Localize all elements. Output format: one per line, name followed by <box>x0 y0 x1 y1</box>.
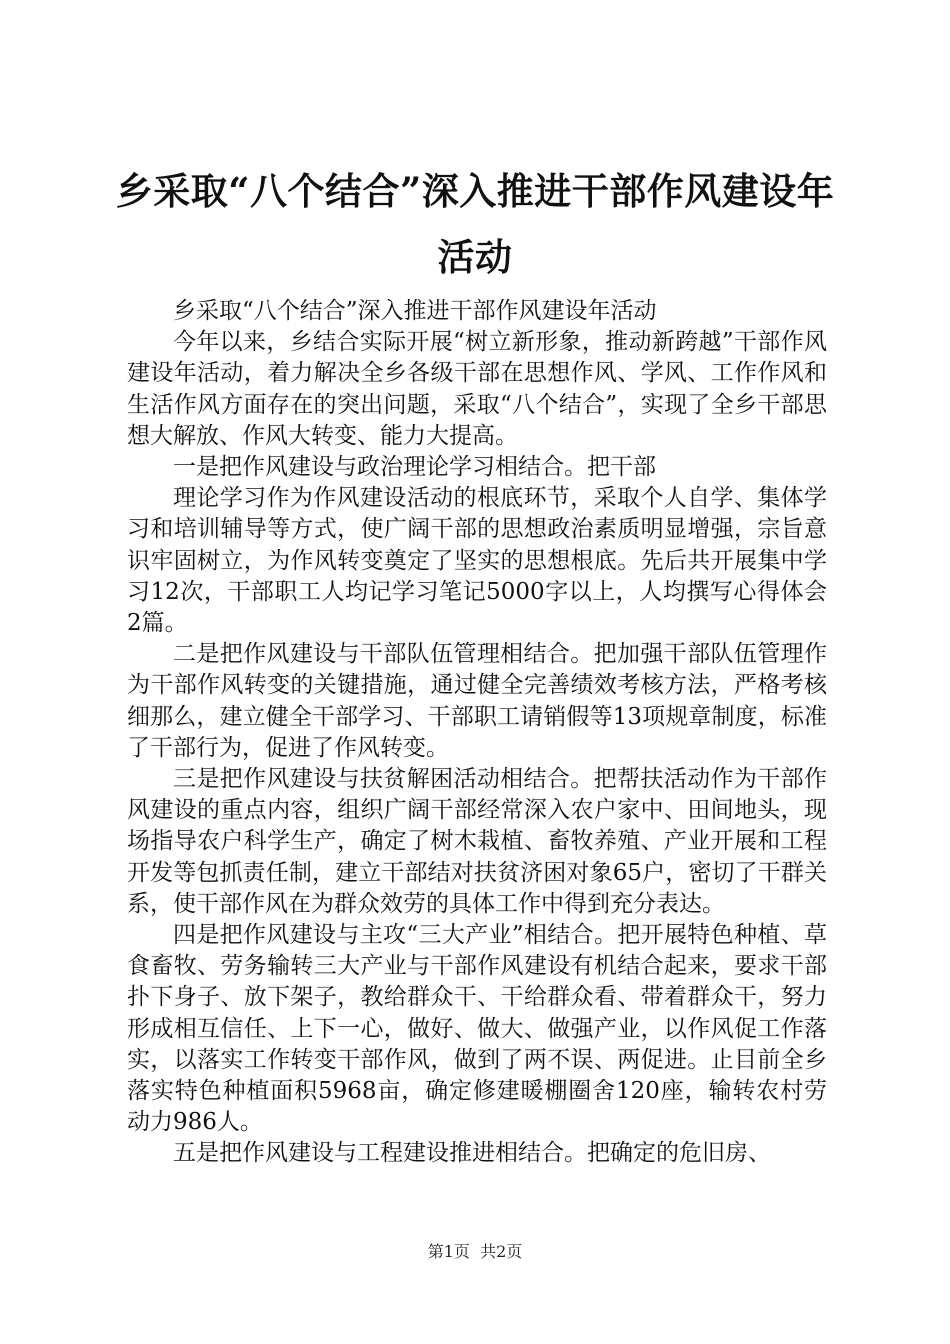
page-footer <box>0 1242 950 1262</box>
paragraph-subtitle: 乡采取“八个结合”深入推进干部作风建设年活动 <box>173 298 657 324</box>
page-number: 第1页 <box>427 1242 470 1261</box>
document-body <box>127 296 827 1170</box>
paragraph-point-1-heading: 一是把作风建设与政治理论学习相结合。把干部 <box>173 454 656 481</box>
paragraph-point-3: 三是把作风建设与扶贫解困活动相结合。把帮扶活动作为干部作风建设的重点内容，组织广阔干部经常深入农户家中、田间地头，现场指导农户科学生产，确定了树木栽植、畜牧养殖、产业开展和工程开发等包抓责任制，建立干部结对扶贫济困对象65户，密切了干群关系，使干部作风在为群众效劳的具体工作中得到充分表达。 <box>127 766 827 917</box>
page-total: 共2页 <box>480 1242 523 1261</box>
paragraph-point-1-body: 理论学习作为作风建设活动的根底环节，采取个人自学、集体学习和培训辅导等方式，使广阔干部的思想政治素质明显增强，宗旨意识牢固树立，为作风转变奠定了坚实的思想根底。先后共开展集中学习12次，干部职工人均记学习笔记5000字以上，人均撰写心得体会2篇。 <box>127 485 827 637</box>
paragraph-point-5: 五是把作风建设与工程建设推进相结合。把确定的危旧房、 <box>173 1140 771 1167</box>
paragraph-point-4: 四是把作风建设与主攻“三大产业”相结合。把开展特色种植、草食畜牧、劳务输转三大产业与干部作风建设有机结合起来，要求干部扑下身子、放下架子，教给群众干、干给群众看、带着群众干，努力形成相互信任、上下一心，做好、做大、做强产业，以作风促工作落实，以落实工作转变干部作风，做到了两不误、两促进。止目前全乡落实特色种植面积5968亩，确定修建暖棚圈舍120座，输转农村劳动力986人。 <box>127 922 827 1136</box>
document-title: 乡采取“八个结合”深入推进干部作风建设年活动 <box>115 169 835 279</box>
paragraph-intro: 今年以来，乡结合实际开展“树立新形象，推动新跨越”干部作风建设年活动，着力解决全乡各级干部在思想作风、学风、工作作风和生活作风方面存在的突出问题，采取“八个结合”，实现了全乡干部思想大解放、作风大转变、能力大提高。 <box>127 329 827 449</box>
paragraph-point-2: 二是把作风建设与干部队伍管理相结合。把加强干部队伍管理作为干部作风转变的关键措施，通过健全完善绩效考核方法，严格考核细那么，建立健全干部学习、干部职工请销假等13项规章制度，标准了干部行为，促进了作风转变。 <box>127 641 827 761</box>
